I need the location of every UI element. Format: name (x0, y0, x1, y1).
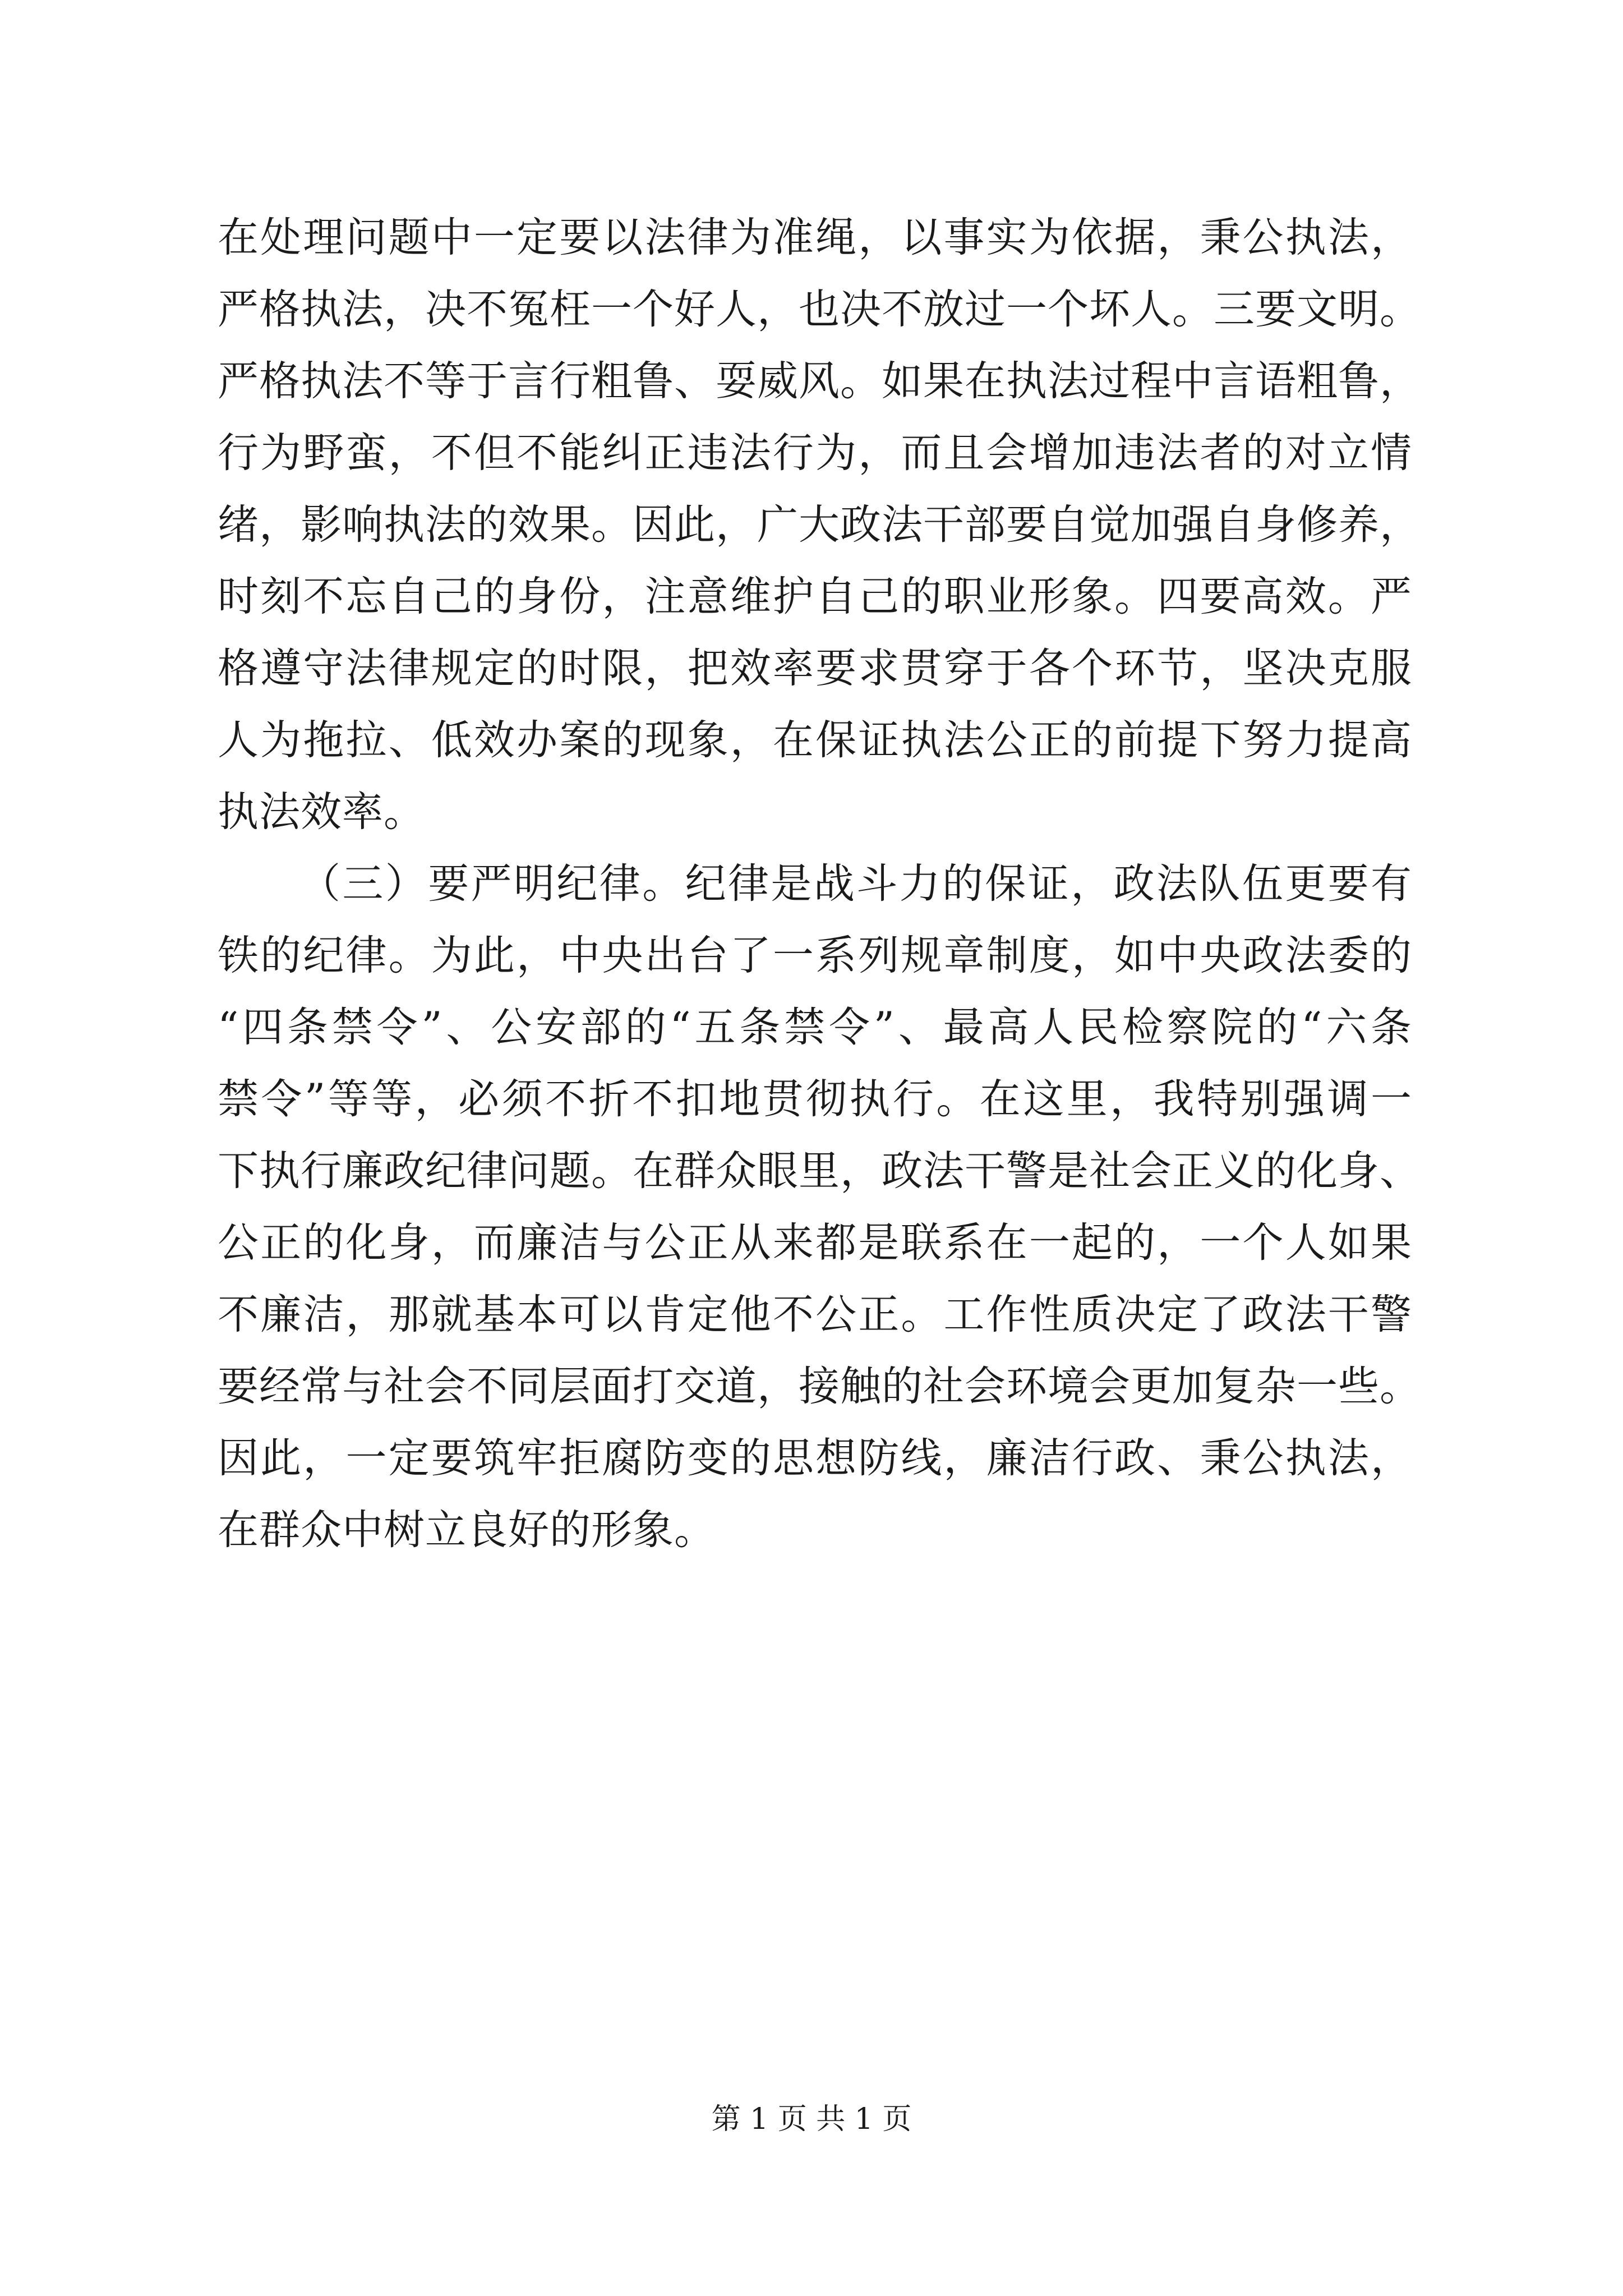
text-line: 在处理问题中一定要以法律为准绳，以事实为依据，秉公执法， (218, 214, 1412, 261)
text-line: 严格执法不等于言行粗鲁、耍威风。如果在执法过程中言语粗鲁， (218, 357, 1421, 405)
page-number-label: 第 1 页 共 1 页 (711, 2102, 912, 2136)
paragraph-start-line: （三）要严明纪律。纪律是战斗力的保证，政法队伍更要有 (299, 860, 1412, 908)
text-line: 格遵守法律规定的时限，把效率要求贯穿于各个环节，坚决克服 (218, 645, 1412, 692)
text-line: 不廉洁，那就基本可以肯定他不公正。工作性质决定了政法干警 (218, 1291, 1412, 1338)
text-line: 禁令”等等，必须不折不扣地贯彻执行。在这里，我特别强调一 (218, 1075, 1412, 1123)
text-line: 执法效率。 (218, 788, 425, 836)
text-line: 铁的纪律。为此，中央出台了一系列规章制度，如中央政法委的 (218, 932, 1412, 979)
text-line: 要经常与社会不同层面打交道，接触的社会环境会更加复杂一些。 (218, 1363, 1421, 1410)
body-text (218, 202, 1421, 1566)
text-line: 在群众中树立良好的形象。 (218, 1506, 716, 1554)
text-line: 下执行廉政纪律问题。在群众眼里，政法干警是社会正义的化身、 (218, 1147, 1421, 1195)
text-line: 行为野蛮，不但不能纠正违法行为，而且会增加违法者的对立情 (218, 429, 1412, 477)
text-line: 时刻不忘自己的身份，注意维护自己的职业形象。四要高效。严 (218, 573, 1412, 620)
text-line: 公正的化身，而廉洁与公正从来都是联系在一起的，一个人如果 (218, 1219, 1412, 1267)
text-line: 因此，一定要筑牢拒腐防变的思想防线，廉洁行政、秉公执法， (218, 1434, 1412, 1482)
page-footer (0, 2100, 1623, 2139)
text-line: “四条禁令”、公安部的“五条禁令”、最高人民检察院的“六条 (218, 1004, 1412, 1051)
text-line: 严格执法，决不冤枉一个好人，也决不放过一个坏人。三要文明。 (218, 286, 1421, 333)
text-line: 人为拖拉、低效办案的现象，在保证执法公正的前提下努力提高 (218, 716, 1412, 764)
text-line: 绪，影响执法的效果。因此，广大政法干部要自觉加强自身修养， (218, 501, 1421, 549)
